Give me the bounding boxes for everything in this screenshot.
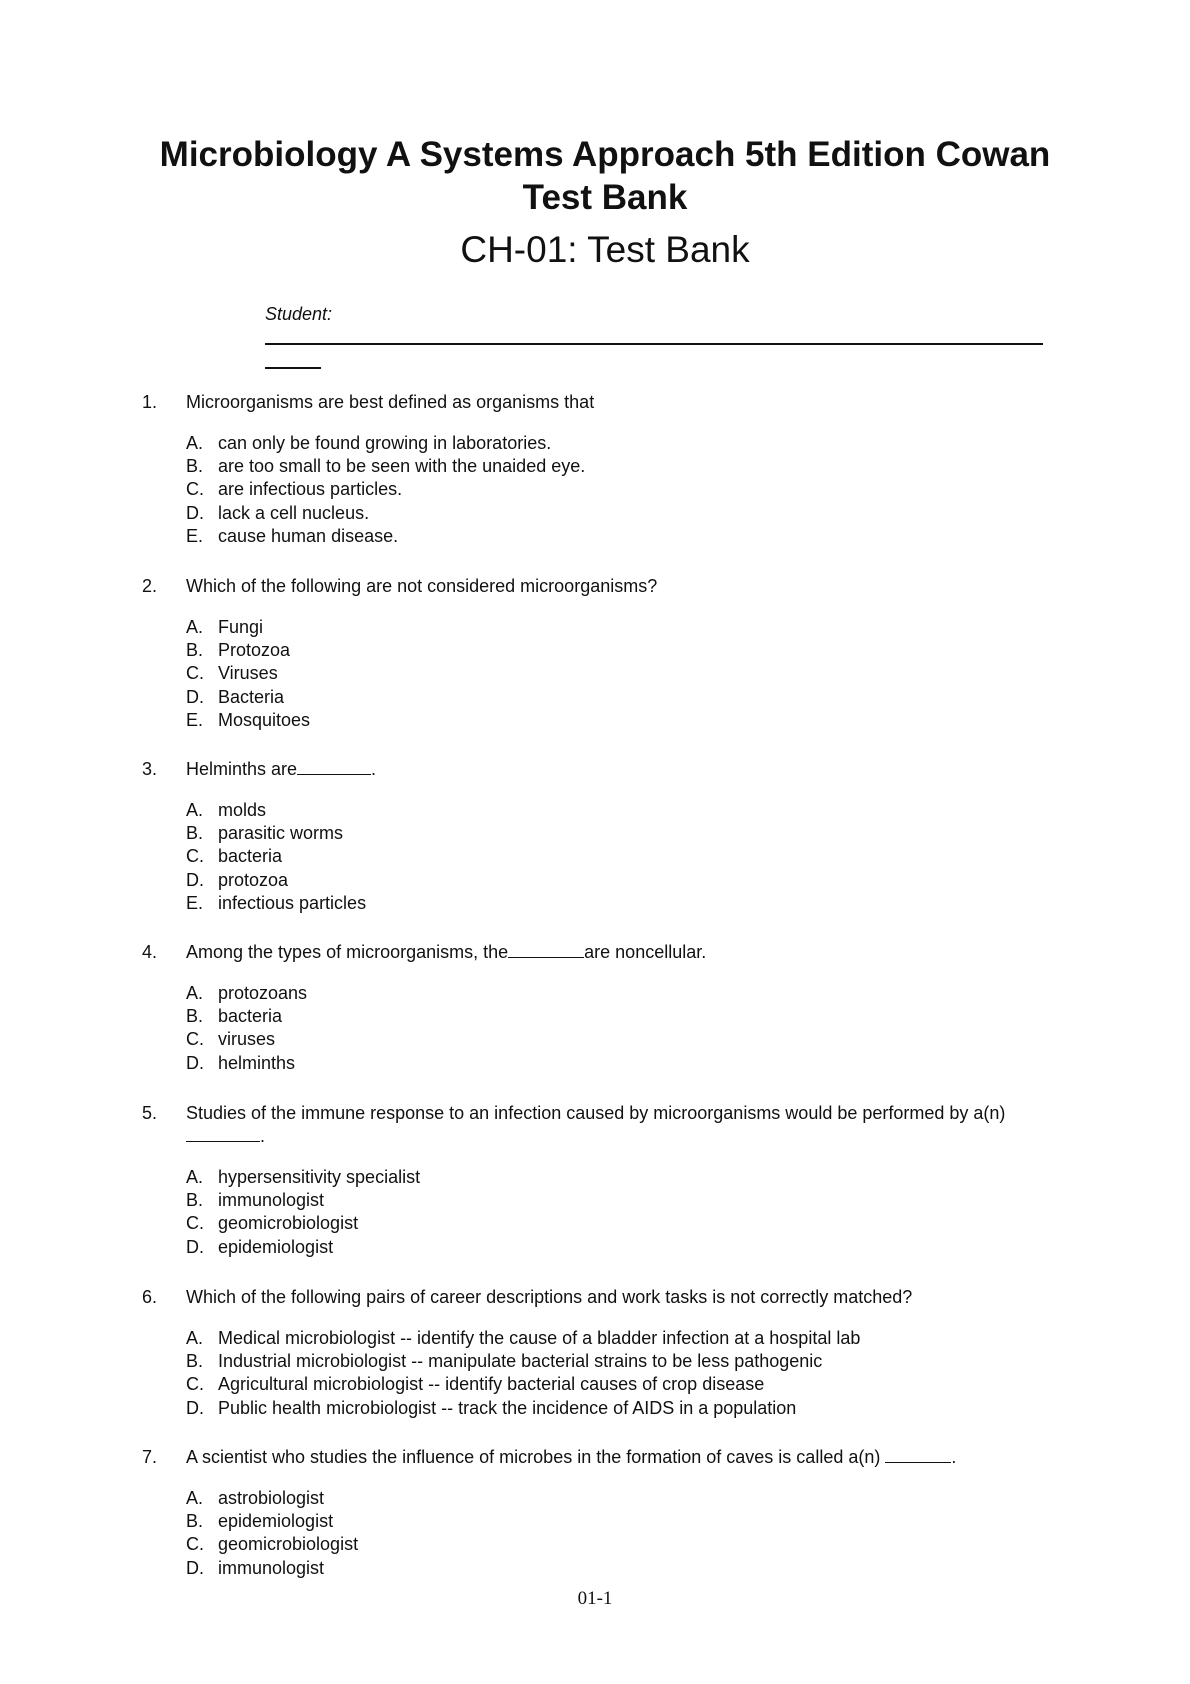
option-letter: B. <box>186 1190 204 1211</box>
question-text <box>186 1102 1006 1148</box>
option-letter: A. <box>186 1488 204 1508</box>
option-text: geomicrobiologist <box>218 1213 359 1234</box>
option-letter: B. <box>186 1006 204 1027</box>
answer-option <box>186 1028 1042 1051</box>
answer-option <box>186 1350 1042 1373</box>
document-title <box>150 133 1060 219</box>
option-text: Fungi <box>218 617 264 637</box>
option-letter: C. <box>186 1534 204 1555</box>
option-letter: D. <box>186 1557 204 1578</box>
question-text <box>186 758 1042 781</box>
answer-options <box>186 1166 1042 1259</box>
question-1 <box>142 391 1042 548</box>
answer-option <box>186 639 1042 662</box>
answer-option <box>186 892 1042 915</box>
option-text: viruses <box>218 1029 276 1050</box>
title-line-1: Microbiology A Systems Approach 5th Edition Cowan <box>159 135 1051 174</box>
option-text: infectious particles <box>218 892 367 913</box>
option-letter: E. <box>186 525 204 546</box>
answer-option <box>186 1005 1042 1028</box>
answer-option <box>186 478 1042 501</box>
question-text-after-blank: . <box>260 1126 266 1146</box>
question-4 <box>142 941 1042 1075</box>
question-number: 6. <box>142 1287 158 1307</box>
option-letter: B. <box>186 456 204 477</box>
question-number: 3. <box>142 759 158 779</box>
page-number: 01-1 <box>577 1588 613 1609</box>
option-letter: D. <box>186 686 204 707</box>
question-5 <box>142 1102 1042 1259</box>
question-text <box>186 941 1042 964</box>
question-7 <box>142 1446 1042 1580</box>
option-text: Public health microbiologist -- track the incidence of AIDS in a population <box>218 1397 797 1418</box>
option-letter: D. <box>186 502 204 523</box>
option-text: lack a cell nucleus. <box>218 502 370 523</box>
option-letter: A. <box>186 983 204 1003</box>
student-name-line-continuation <box>265 367 321 369</box>
option-letter: D. <box>186 1052 204 1073</box>
option-letter: D. <box>186 869 204 890</box>
option-letter: E. <box>186 709 204 730</box>
question-6 <box>142 1286 1042 1420</box>
option-letter: B. <box>186 1351 204 1372</box>
student-name-line[interactable] <box>265 343 1043 345</box>
answer-option <box>186 616 1042 639</box>
option-letter: B. <box>186 640 204 661</box>
option-letter: A. <box>186 800 204 820</box>
option-text: Agricultural microbiologist -- identify bacterial causes of crop disease <box>218 1374 765 1395</box>
answer-options <box>186 799 1042 915</box>
answer-option <box>186 869 1042 892</box>
option-letter: A. <box>186 433 204 453</box>
option-text: epidemiologist <box>218 1511 334 1532</box>
question-text-after-blank: . <box>371 759 377 779</box>
option-text: immunologist <box>218 1557 325 1578</box>
question-text-after-blank: are noncellular. <box>584 942 707 962</box>
answer-option <box>186 1533 1042 1556</box>
title-line-2: Test Bank <box>522 178 688 217</box>
option-letter: B. <box>186 823 204 844</box>
answer-option <box>186 432 1042 455</box>
option-text: immunologist <box>218 1190 325 1211</box>
question-text-after-blank: . <box>951 1447 957 1467</box>
option-letter: A. <box>186 1328 204 1348</box>
option-text: Medical microbiologist -- identify the cause of a bladder infection at a hospital lab <box>218 1328 861 1348</box>
option-text: Mosquitoes <box>218 709 311 730</box>
chapter-subtitle: CH-01: Test Bank <box>460 229 750 270</box>
option-text: helminths <box>218 1052 296 1073</box>
option-letter: C. <box>186 1374 204 1395</box>
option-text: are infectious particles. <box>218 479 403 500</box>
option-text: bacteria <box>218 1006 283 1027</box>
answer-options <box>186 1327 1042 1420</box>
option-text: protozoa <box>218 869 289 890</box>
option-letter: E. <box>186 892 204 913</box>
option-letter: C. <box>186 663 204 684</box>
answer-option <box>186 845 1042 868</box>
option-text: Bacteria <box>218 686 285 707</box>
answer-option <box>186 686 1042 709</box>
question-number: 4. <box>142 942 158 962</box>
question-text: Microorganisms are best defined as organisms that <box>186 392 595 412</box>
answer-blank <box>186 1125 260 1142</box>
answer-option <box>186 662 1042 685</box>
question-text-before-blank: A scientist who studies the influence of microbes in the formation of caves is called a(n) <box>186 1447 881 1467</box>
option-text: are too small to be seen with the unaided eye. <box>218 456 586 477</box>
question-number: 2. <box>142 576 158 596</box>
question-number: 7. <box>142 1447 158 1467</box>
answer-option <box>186 1166 1042 1189</box>
option-text: astrobiologist <box>218 1488 325 1508</box>
option-letter: C. <box>186 1029 204 1050</box>
answer-option <box>186 982 1042 1005</box>
answer-option <box>186 525 1042 548</box>
option-letter: D. <box>186 1397 204 1418</box>
question-text-before-blank: Among the types of microorganisms, the <box>186 942 509 962</box>
option-letter: D. <box>186 1236 204 1257</box>
question-number: 1. <box>142 392 158 412</box>
answer-option <box>186 1052 1042 1075</box>
answer-option <box>186 1236 1042 1259</box>
option-letter: A. <box>186 617 204 637</box>
option-letter: C. <box>186 846 204 867</box>
option-text: hypersensitivity specialist <box>218 1167 421 1187</box>
option-text: molds <box>218 800 267 820</box>
question-text <box>186 1446 1042 1469</box>
option-text: parasitic worms <box>218 823 344 844</box>
answer-options <box>186 616 1042 732</box>
answer-option <box>186 822 1042 845</box>
answer-option <box>186 502 1042 525</box>
answer-option <box>186 1373 1042 1396</box>
answer-option <box>186 1557 1042 1580</box>
option-text: epidemiologist <box>218 1236 334 1257</box>
question-text: Which of the following pairs of career descriptions and work tasks is not correctly matched? <box>186 1287 913 1307</box>
student-label: Student: <box>265 304 333 324</box>
option-text: Viruses <box>218 663 278 684</box>
option-text: bacteria <box>218 846 283 867</box>
answer-option <box>186 1487 1042 1510</box>
question-3 <box>142 758 1042 915</box>
option-letter: B. <box>186 1511 204 1532</box>
option-text: can only be found growing in laboratories. <box>218 433 552 453</box>
answer-option <box>186 709 1042 732</box>
answer-options <box>186 982 1042 1075</box>
answer-options <box>186 432 1042 548</box>
answer-option <box>186 1510 1042 1533</box>
answer-blank <box>508 941 584 958</box>
option-text: geomicrobiologist <box>218 1534 359 1555</box>
question-text-before-blank: Studies of the immune response to an infection caused by microorganisms would be performed by a(n) <box>186 1103 1006 1123</box>
answer-blank <box>297 758 371 775</box>
answer-option <box>186 1212 1042 1235</box>
option-text: Protozoa <box>218 640 291 661</box>
question-number: 5. <box>142 1103 158 1123</box>
answer-options <box>186 1487 1042 1580</box>
question-2 <box>142 575 1042 732</box>
answer-option <box>186 1189 1042 1212</box>
answer-option <box>186 1327 1042 1350</box>
option-letter: C. <box>186 1213 204 1234</box>
option-text: cause human disease. <box>218 525 399 546</box>
option-text: protozoans <box>218 983 308 1003</box>
answer-option <box>186 799 1042 822</box>
question-text: Which of the following are not considered microorganisms? <box>186 576 658 596</box>
answer-blank <box>885 1446 951 1463</box>
option-text: Industrial microbiologist -- manipulate bacterial strains to be less pathogenic <box>218 1351 823 1372</box>
answer-option <box>186 455 1042 478</box>
answer-option <box>186 1397 1042 1420</box>
question-text-before-blank: Helminths are <box>186 759 298 779</box>
option-letter: C. <box>186 479 204 500</box>
option-letter: A. <box>186 1167 204 1187</box>
